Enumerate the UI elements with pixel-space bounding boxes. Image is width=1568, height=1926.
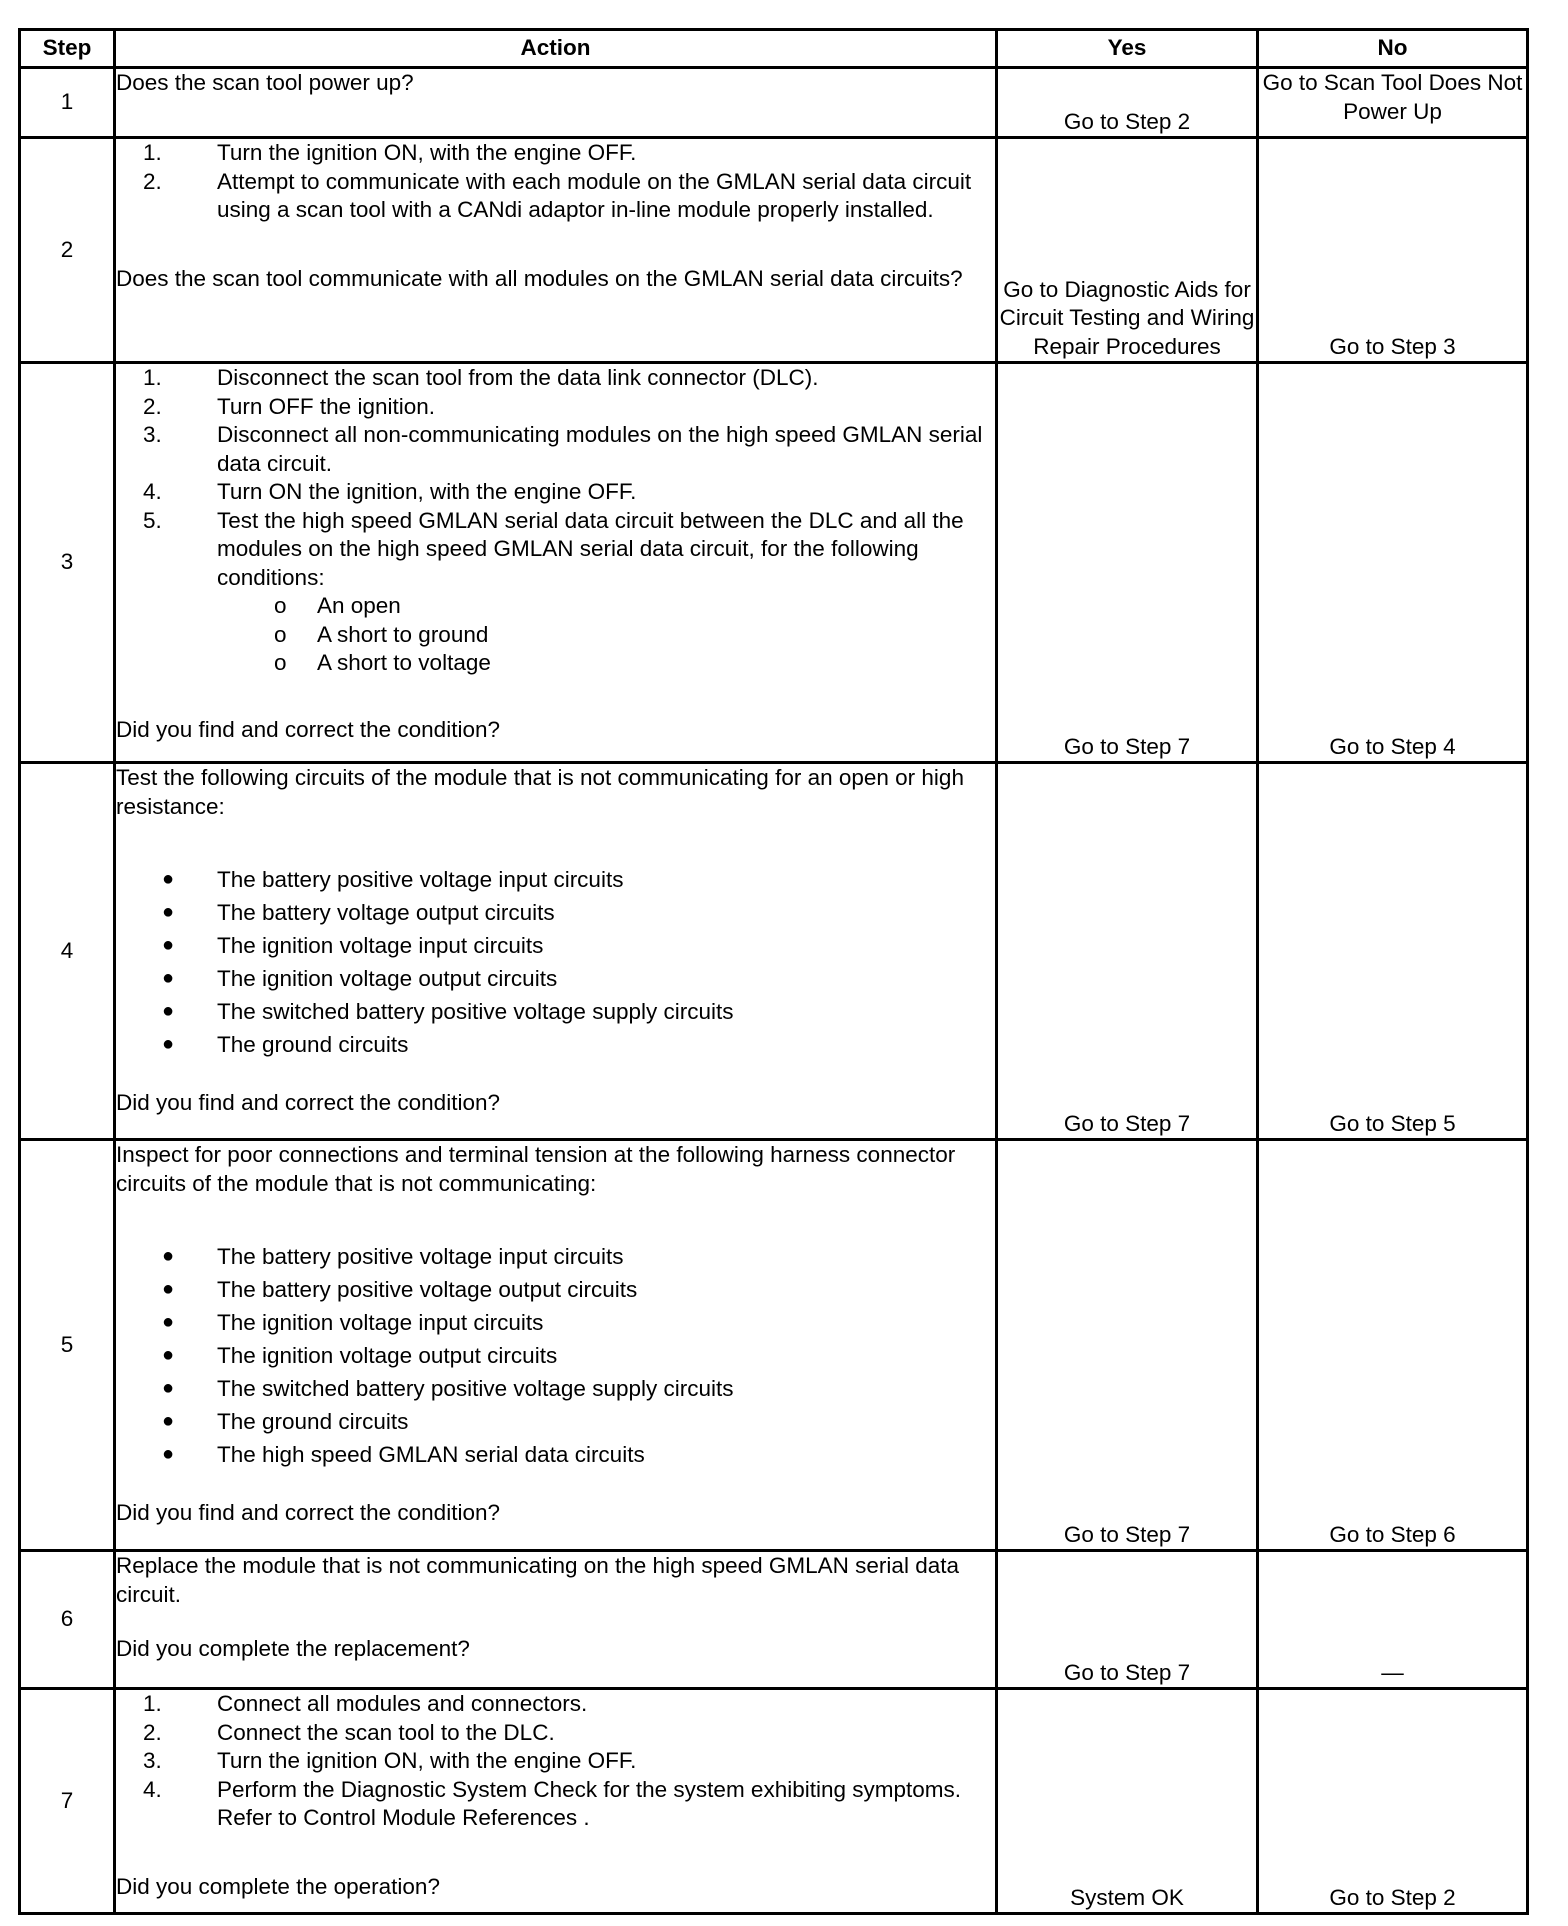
yes-cell: Go to Step 7: [997, 1551, 1258, 1689]
circle-marker: o: [274, 593, 287, 618]
step-number: 6: [20, 1551, 115, 1689]
numbered-list: [116, 1690, 995, 1833]
yes-cell: System OK: [997, 1689, 1258, 1914]
numbered-list: [116, 364, 995, 592]
numbered-list: [116, 139, 995, 225]
sub-list-item: o A short to voltage: [116, 649, 995, 678]
bullet-marker: ●: [162, 1033, 175, 1055]
list-item: 3. Turn the ignition ON, with the engine OFF.: [217, 1747, 995, 1776]
list-number: 4.: [143, 1776, 162, 1802]
bullet-marker: ●: [162, 1245, 175, 1267]
bullet-item: ● The switched battery positive voltage supply circuits: [116, 1372, 995, 1405]
intro-text: Test the following circuits of the module that is not communicating for an open or high resistance:: [116, 765, 964, 819]
action-cell: [115, 1551, 997, 1689]
no-cell: Go to Scan Tool Does Not Power Up: [1258, 68, 1528, 138]
bullet-marker: ●: [162, 934, 175, 956]
table-header-row: [20, 30, 1528, 68]
action-cell: [115, 763, 997, 1140]
bullet-item: ● The battery positive voltage input circuits: [116, 863, 995, 896]
bullet-item: ● The ignition voltage output circuits: [116, 962, 995, 995]
table-row: [20, 1551, 1528, 1689]
list-number: 2.: [143, 168, 162, 194]
action-cell: [115, 68, 997, 138]
list-number: 3.: [143, 1748, 162, 1773]
bullet-marker: ●: [162, 1000, 175, 1022]
circle-marker: o: [274, 650, 287, 675]
action-cell: [115, 1140, 997, 1551]
question-text: Did you find and correct the condition?: [116, 1090, 500, 1115]
bullet-marker: ●: [162, 1443, 175, 1465]
no-cell: Go to Step 2: [1258, 1689, 1528, 1914]
step-number: 7: [20, 1689, 115, 1914]
yes-cell: Go to Step 7: [997, 1140, 1258, 1551]
bullet-item: ● The ignition voltage input circuits: [116, 1306, 995, 1339]
bullet-item: ● The high speed GMLAN serial data circuits: [116, 1438, 995, 1471]
yes-cell: Go to Diagnostic Aids for Circuit Testing and Wiring Repair Procedures: [997, 138, 1258, 363]
no-cell: Go to Step 4: [1258, 363, 1528, 763]
bullet-item: ● The switched battery positive voltage supply circuits: [116, 995, 995, 1028]
list-item: 3. Disconnect all non-communicating modules on the high speed GMLAN serial data circuit.: [143, 422, 983, 476]
bullet-item: ● The ground circuits: [116, 1028, 995, 1061]
list-number: 2.: [143, 393, 162, 419]
question-text: Did you complete the operation?: [116, 1873, 440, 1899]
step-number: 1: [20, 68, 115, 138]
bullet-marker: ●: [162, 1278, 175, 1300]
bullet-item: ● The ignition voltage input circuits: [116, 929, 995, 962]
yes-cell: Go to Step 7: [997, 763, 1258, 1140]
list-item: 1. Turn the ignition ON, with the engine OFF.: [217, 139, 995, 168]
list-item: 2. Attempt to communicate with each module on the GMLAN serial data circuit using a scan tool with a CANdi adaptor in-line module properly installed.: [143, 168, 972, 222]
yes-cell: Go to Step 2: [997, 68, 1258, 138]
bullet-marker: ●: [162, 967, 175, 989]
question-text: Does the scan tool power up?: [116, 70, 414, 95]
question-text: Does the scan tool communicate with all modules on the GMLAN serial data circuits?: [116, 265, 963, 291]
bullet-item: ● The battery positive voltage output circuits: [116, 1273, 995, 1306]
list-item: 2. Connect the scan tool to the DLC.: [217, 1719, 995, 1748]
table-row: [20, 1140, 1528, 1551]
header-action: Action: [115, 30, 997, 68]
list-item: 1. Connect all modules and connectors.: [217, 1690, 995, 1719]
bullet-item: ● The ground circuits: [116, 1405, 995, 1438]
list-number: 4.: [143, 479, 162, 504]
table-row: [20, 68, 1528, 138]
bullet-marker: ●: [162, 1311, 175, 1333]
list-number: 3.: [143, 422, 162, 447]
list-number: 5.: [143, 507, 162, 533]
action-cell: [115, 363, 997, 763]
sub-list: [116, 592, 995, 678]
question-text: Did you find and correct the condition?: [116, 1500, 500, 1525]
list-number: 2.: [143, 1719, 162, 1745]
list-item: 1. Disconnect the scan tool from the data link connector (DLC).: [217, 364, 995, 393]
yes-cell: Go to Step 7: [997, 363, 1258, 763]
bullet-marker: ●: [162, 1344, 175, 1366]
list-number: 1.: [143, 1691, 162, 1716]
no-cell: Go to Step 6: [1258, 1140, 1528, 1551]
list-number: 1.: [143, 140, 162, 165]
bullet-list: [116, 1240, 995, 1471]
no-cell: —: [1258, 1551, 1528, 1689]
list-item: 4. Turn ON the ignition, with the engine OFF.: [217, 478, 995, 507]
bullet-list: [116, 863, 995, 1061]
table-row: [20, 763, 1528, 1140]
step-number: 2: [20, 138, 115, 363]
question-text: Did you complete the replacement?: [116, 1636, 470, 1661]
bullet-marker: ●: [162, 868, 175, 890]
intro-text: Inspect for poor connections and terminal tension at the following harness connector circuits of the module that is not communicating:: [116, 1142, 956, 1196]
no-cell: Go to Step 3: [1258, 138, 1528, 363]
list-item: 5. Test the high speed GMLAN serial data circuit between the DLC and all the modules on the high speed GMLAN serial data circuit, for the following conditions:: [143, 507, 964, 590]
header-yes: Yes: [997, 30, 1258, 68]
step-number: 5: [20, 1140, 115, 1551]
bullet-item: ● The ignition voltage output circuits: [116, 1339, 995, 1372]
step-number: 3: [20, 363, 115, 763]
bullet-item: ● The battery positive voltage input circuits: [116, 1240, 995, 1273]
action-cell: [115, 1689, 997, 1914]
bullet-marker: ●: [162, 1410, 175, 1432]
diagnostic-table: [18, 28, 1529, 1915]
intro-text: Replace the module that is not communicating on the high speed GMLAN serial data circuit.: [116, 1553, 959, 1607]
list-item: 4. Perform the Diagnostic System Check for the system exhibiting symptoms. Refer to Control Module References .: [143, 1776, 962, 1830]
sub-list-item: o An open: [116, 592, 995, 621]
header-no: No: [1258, 30, 1528, 68]
list-number: 1.: [143, 365, 162, 390]
table-row: [20, 1689, 1528, 1914]
step-number: 4: [20, 763, 115, 1140]
question-text: Did you find and correct the condition?: [116, 716, 500, 742]
no-cell: Go to Step 5: [1258, 763, 1528, 1140]
table-row: [20, 138, 1528, 363]
bullet-item: ● The battery voltage output circuits: [116, 896, 995, 929]
table-row: [20, 363, 1528, 763]
bullet-marker: ●: [162, 1377, 175, 1399]
circle-marker: o: [274, 621, 287, 647]
sub-list-item: o A short to ground: [116, 621, 995, 650]
header-step: Step: [20, 30, 115, 68]
action-cell: [115, 138, 997, 363]
bullet-marker: ●: [162, 901, 175, 923]
list-item: 2. Turn OFF the ignition.: [217, 393, 995, 422]
